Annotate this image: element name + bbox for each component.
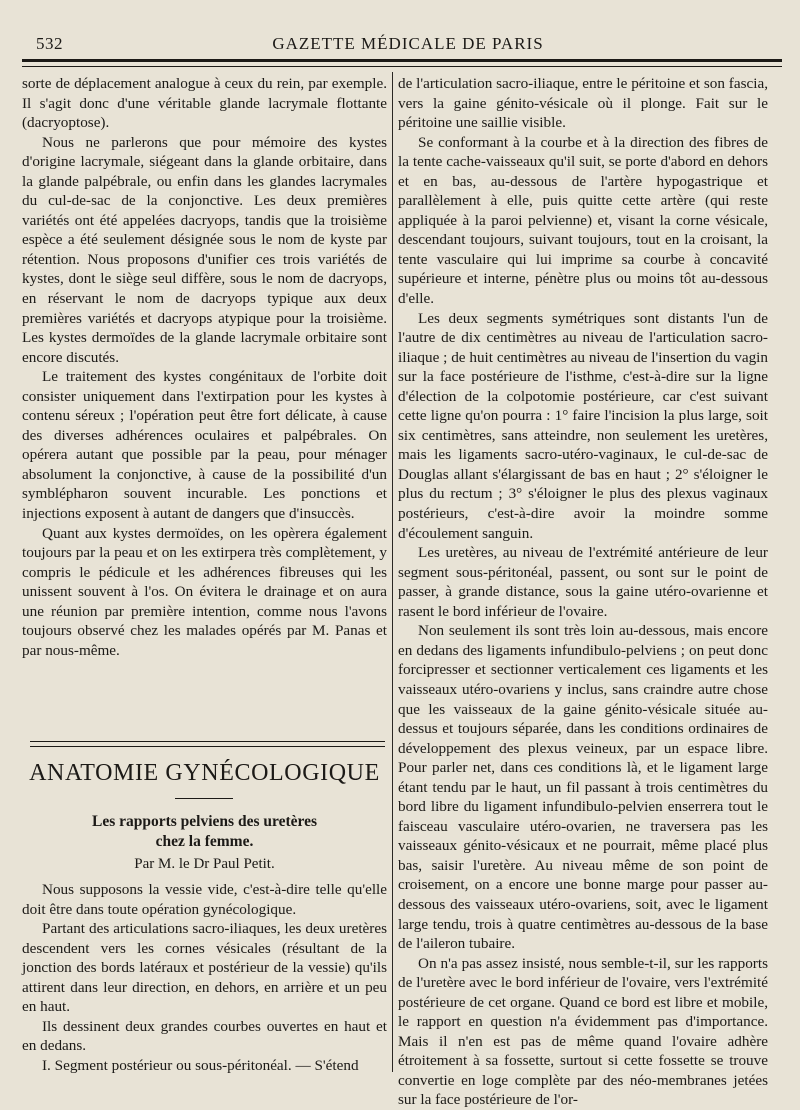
article-title-line-1: Les rapports pelviens des uretères [91, 813, 318, 830]
paragraph: Les uretères, au niveau de l'extrémité antérieure de leur segment sous-péritonéal, passent, ou sont sur le point de passer, à grande distance, sous la gaine utéro-ovarienne et rasent le bord inférieur de l'ovaire. [398, 544, 768, 620]
section-rule-top [30, 741, 385, 742]
header-rule-thin [22, 66, 782, 67]
right-column [398, 74, 768, 1110]
page-number: 532 [36, 34, 63, 53]
paragraph: Le traitement des kystes congénitaux de l'orbite doit consister uniquement dans l'extirpation pour les kystes à contenu séreux ; l'opération peut être fort délicate, à cause des diverses adhérences oculaires et palpébrales. On opérera autant que possible par la peau, pour ménager absolument la conjonctive, à cause de la possibilité d'un symblépharon souvent incurable. Les ponctions et injections exposent à autant de dangers que d'insuccès. [22, 368, 387, 523]
paragraph: On n'a pas assez insisté, nous semble-t-il, sur les rapports de l'uretère avec le bord inférieur de l'ovaire, vers l'extrémité postérieure de cet organe. Quand ce bord est libre et mobile, le rapport en question n'a évidemment pas d'importance. Mais il n'en est pas de même quand l'ovaire adhère étroitement à sa fossette, surtout si cette fossette se trouve convertie en loge complète par des néo-membranes jetées sur la face postérieure de l'or- [398, 954, 768, 1109]
paragraph: Partant des articulations sacro-iliaques, les deux uretères descendent vers les cornes vésicales (résultant de la jonction des bords latéraux et postérieur de la vessie) qu'ils attirent dans leur direction, en dehors, en arrière et un peu en haut. [22, 920, 387, 1016]
section-heading: ANATOMIE GYNÉCOLOGIQUE [29, 760, 380, 786]
column-divider [392, 72, 393, 1072]
journal-title: GAZETTE MÉDICALE DE PARIS [272, 34, 544, 53]
paragraph: Se conformant à la courbe et à la direction des fibres de la tente cache-vaisseaux qu'il suit, se porte d'abord en dehors et en bas, au-dessous de l'artère hypogastrique et parallèlement à elle, puis quitte cette artère (qui reste appliquée à la paroi pelvienne) et, visant la corne vésicale, descendant toujours, suivant toujours, tout en la croisant, la tente vasculaire qui lui imprime sa courbe à concavité supérieure et interne, pénètre plus ou moins tôt au-dessous d'elle. [398, 133, 768, 308]
left-column-article [22, 880, 387, 1075]
paragraph: Nous ne parlerons que pour mémoire des kystes d'origine lacrymale, siégeant dans la glande orbitaire, dans la glande palpébrale, ou enfin dans les glandes lacrymales du cul-de-sac de la conjonctive. Les deux premières variétés ont été appelées dacryops, tandis que la troisième espèce a été seulement désignée sous le nom de kyste par rétention. Nous proposons d'unifier ces trois variétés de kystes, dont le siège seul diffère, sous le nom de dacryops, en réservant le nom de dacryops typique aux deux premières variétés et dacryops atypique pour la troisième. Les kystes dermoïdes de la glande lacrymale orbitaire sont encore discutés. [22, 133, 387, 366]
left-column [22, 74, 387, 660]
paragraph: de l'articulation sacro-iliaque, entre le péritoine et son fascia, vers la gaine génito-vésicale où il plonge. Fait sur le péritoine une saillie visible. [398, 75, 768, 132]
heading-underline [175, 798, 233, 799]
page-header [36, 34, 780, 56]
paragraph: sorte de déplacement analogue à ceux du rein, par exemple. Il s'agit donc d'une véritable glande lacrymale flottante (dacryoptose). [22, 75, 387, 132]
article-title-line-2: chez la femme. [155, 833, 254, 850]
paragraph: I. Segment postérieur ou sous-péritonéal. — S'étend [42, 1056, 359, 1074]
paragraph: Ils dessinent deux grandes courbes ouvertes en haut et en dedans. [22, 1017, 387, 1055]
paragraph: Quant aux kystes dermoïdes, on les opèrera également toujours par la peau et on les extirpera très complètement, y compris le pédicule et les adhérences fibreuses qui les unissent souvent à l'os. On évitera le drainage et on aura une réunion par première intention, comme nous l'avons toujours observé chez les malades opérés par M. Panas et par nous-même. [22, 524, 387, 659]
section-rule-bottom [30, 746, 385, 747]
paragraph: Non seulement ils sont très loin au-dessous, mais encore en dedans des ligaments infundibulo-pelviens ; on peut donc forcipresser et sectionner verticalement ces ligaments et les vaisseaux utéro-ovariens y inclus, sans craindre autre chose que les vaisseaux de la gaine génito-vésicale située au-dessus et toujours séparée, dans les conditions ordinaires de développement des plexus veineux, par un espace libre. Pour parler net, dans ces conditions là, et le ligament large étant tendu par le haut, un fil passant à trois centimètres du bord libre du ligament infundibulo-pelvien enserrera tout le faisceau vasculaire utéro-ovarien, ne traversera pas les vaisseaux génito-vésicaux et ne pourrait, même placé plus bas, saisir l'uretère. Au niveau même de son point de croisement, on a encore une bonne marge pour passer au-dessous des vaisseaux utéro-ovariens, soit, avec le ligament large tendu, trois à quatre centimètres au-dessous de la base de l'aileron tubaire. [398, 622, 768, 953]
article-author: Par M. le Dr Paul Petit. [134, 856, 275, 872]
article-title [22, 812, 387, 852]
paragraph: Les deux segments symétriques sont distants l'un de l'autre de dix centimètres au niveau de l'articulation sacro-iliaque ; de huit centimètres au niveau de l'insertion du vagin sur la face postérieure de l'isthme, c'est-à-dire sur la ligne d'élection de la colpotomie postérieure, car c'est suivant cette ligne qu'on pourra : 1° faire l'incision la plus large, soit six centimètres, sans atteindre, non seulement les uretères, mais les ligaments sacro-utéro-vaginaux, le cul-de-sac de Douglas allant s'élargissant de bas en haut ; 2° s'éloigner le plus du rectum ; 3° s'éloigner le plus des plexus vaginaux postérieurs, c'est-à-dire avoir la moindre somme d'écoulement sanguin. [398, 309, 768, 542]
paragraph: Nous supposons la vessie vide, c'est-à-dire telle qu'elle doit être dans toute opération gynécologique. [22, 881, 387, 918]
header-rule-thick [22, 59, 782, 62]
